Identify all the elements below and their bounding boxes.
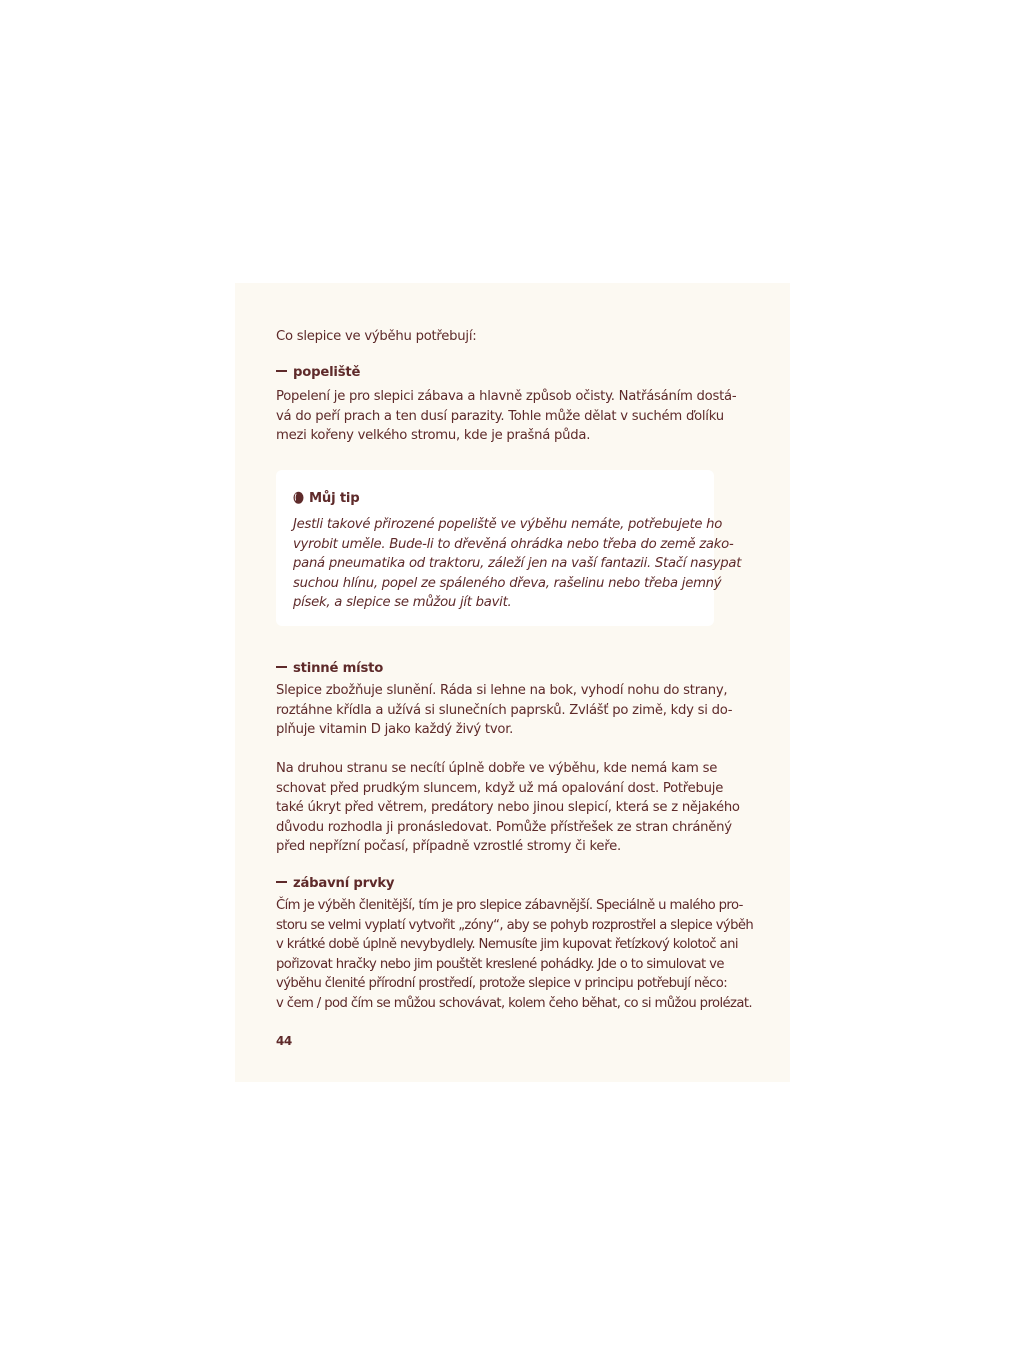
egg-icon <box>293 491 304 504</box>
paragraph-stinne-misto-2: Na druhou stranu se necítí úplně dobře ve výběhu, kde nemá kam se schovat před prudkým sluncem, když už má opalování dost. Potřebuje také úkryt před větrem, predátory nebo jinou slepicí, která se z nějakého důvodu rozhodla ji pronásledovat. Pomůže přístřešek ze stran chráněný před nepřízní počasí, případně vzrostlé stromy či keře. <box>276 761 740 855</box>
section-heading-zabavni-prvky: zábavní prvky <box>276 874 394 894</box>
tip-box <box>276 470 742 626</box>
page-number: 44 <box>276 1034 292 1048</box>
section-heading-popeliste: popeliště <box>276 363 360 383</box>
book-page <box>235 283 790 1082</box>
dash-marker <box>276 881 287 883</box>
paragraph-stinne-misto-1: Slepice zbožňuje slunění. Ráda si lehne na bok, vyhodí nohu do strany, roztáhne křídla a užívá si slunečních paprsků. Zvlášť po zimě, kdy si do- plňuje vitamin D jako každý živý tvor. <box>276 683 733 738</box>
tip-title: Můj tip <box>293 489 360 509</box>
paragraph-zabavni-prvky: Čím je výběh členitější, tím je pro slepice zábavnější. Speciálně u malého pro- storu se velmi vyplatí vytvořit „zóny“, aby se pohyb rozprostřel a slepice výběh v krátké době úplně nevybydlely. Nemusíte jim kupovat řetízkový kolotoč ani pořizovat hračky nebo jim pouštět kreslené pohádky. Jde o to simulovat ve výběhu členité přírodní prostředí, protože slepice v principu potřebují něco: v čem / pod čím se můžou schovávat, kolem čeho běhat, co si můžou prolézat. <box>276 898 754 1011</box>
dash-marker <box>276 666 287 668</box>
section-heading-stinne-misto: stinné místo <box>276 659 383 679</box>
dash-marker <box>276 370 287 372</box>
tip-text: Jestli takové přirozené popeliště ve výběhu nemáte, potřebujete ho vyrobit uměle. Bude-li to dřevěná ohrádka nebo třeba do země zako- paná pneumatika od traktoru, záleží jen na vaší fantazii. Stačí nasypat suchou hlínu, popel ze spáleného dřeva, rašelinu nebo třeba jemný písek, a slepice se můžou jít bavit. <box>293 517 742 611</box>
paragraph-popeliste: Popelení je pro slepici zábava a hlavně způsob očisty. Natřásáním dostá- vá do peří prach a ten dusí parazity. Tohle může dělat v suchém ďolíku mezi kořeny velkého stromu, kde je prašná půda. <box>276 389 737 444</box>
intro-text: Co slepice ve výběhu potřebují: <box>276 329 477 344</box>
